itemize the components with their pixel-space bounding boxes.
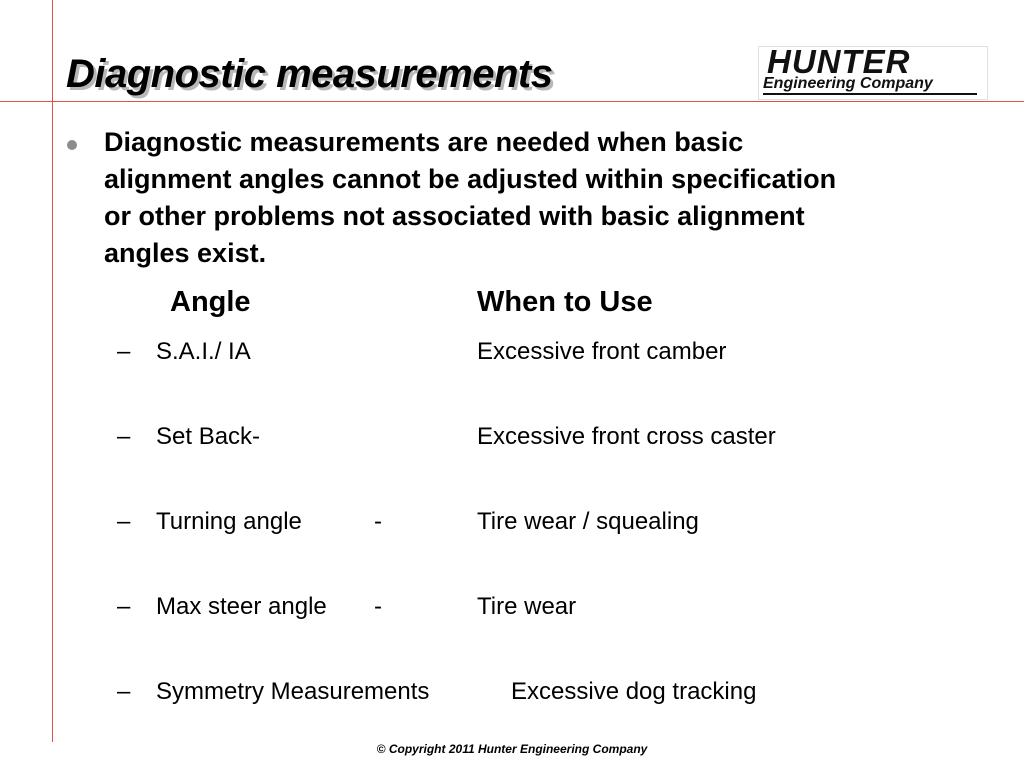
copyright-footer: © Copyright 2011 Hunter Engineering Company — [376, 742, 648, 756]
dash-bullet: – — [117, 678, 131, 705]
angle-name: Turning angle — [156, 508, 302, 535]
logo-underline — [763, 93, 977, 95]
logo-subtitle: Engineering Company — [763, 75, 933, 92]
column-header-angle: Angle — [170, 286, 251, 318]
when-to-use: Excessive front camber — [477, 338, 727, 365]
angle-name: Symmetry Measurements — [156, 678, 430, 705]
intro-text: Diagnostic measurements are needed when basic alignment angles cannot be adjusted within specification or other problems not associated with basic alignment angles exist. — [104, 127, 837, 268]
list-item — [0, 678, 1024, 712]
angle-name: Set Back- — [156, 423, 261, 450]
company-logo — [758, 43, 988, 100]
dash-bullet: – — [117, 508, 131, 535]
separator-dash: - — [374, 593, 382, 620]
slide-title: Diagnostic measurements — [66, 52, 553, 96]
column-header-when-to-use: When to Use — [477, 286, 653, 318]
angle-name: S.A.I./ IA — [156, 338, 251, 365]
dash-bullet: – — [117, 338, 131, 365]
angle-name: Max steer angle — [156, 593, 327, 620]
bullet-icon — [67, 140, 77, 150]
dash-bullet: – — [117, 593, 131, 620]
logo-wordmark: HUNTER — [767, 43, 911, 80]
list-item — [0, 508, 1024, 542]
when-to-use: Tire wear — [477, 593, 577, 620]
list-item — [0, 423, 1024, 457]
when-to-use: Excessive front cross caster — [477, 423, 776, 450]
when-to-use: Excessive dog tracking — [511, 678, 757, 705]
list-item — [0, 593, 1024, 627]
horizontal-divider — [0, 101, 1024, 102]
when-to-use: Tire wear / squealing — [477, 508, 699, 535]
dash-bullet: – — [117, 423, 131, 450]
separator-dash: - — [374, 508, 382, 535]
list-item — [0, 338, 1024, 372]
